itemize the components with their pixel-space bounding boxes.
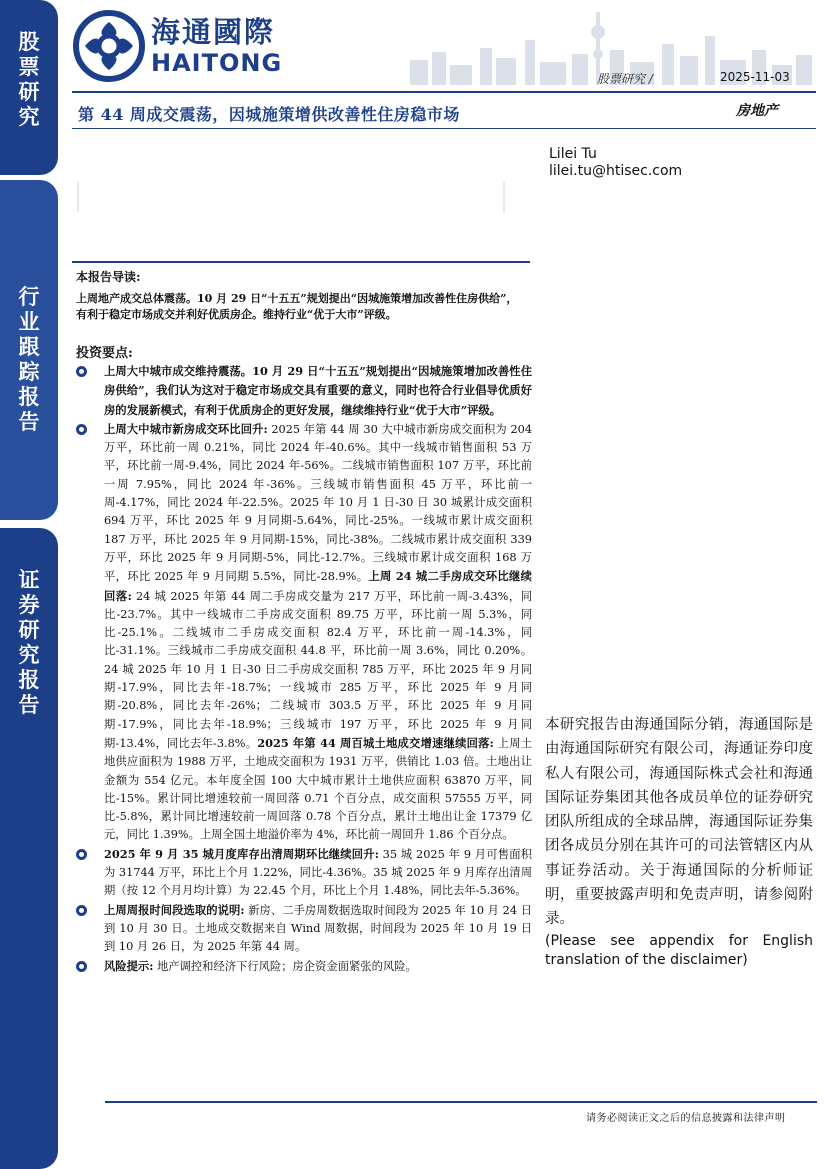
bullet-bold: 2025 年第 44 周百城土地成交增速继续回落: bbox=[257, 735, 494, 750]
brand-name-cn: 海通國際 bbox=[151, 15, 276, 49]
invest-heading: 投资要点: bbox=[76, 346, 133, 361]
lead-text: 上周地产成交总体震荡。10 月 29 日“十五五”规划提出“因城施策增加改善性住房供给”，有利于稳定市场成交并利好优质房企。维持行业“优于大市”评级。 bbox=[76, 292, 518, 321]
bullet-text: 2025 年第 44 周 30 大中城市新房成交面积为 204 万平，环比前一周 0.21%，同比 2024 年-40.6%。其中一线城市销售面积 53 万平，环比前一周-9.4%，同比 2024 年-56%。二线城市销售面积 107 万平，环比前一周 7.95%，同比 2024 年-36%。三线城市销售面积 45 万平，环比前一周-4.17%，同比 2024 年-22.5%。2025 年 10 月 1 日-30 日 30 城累计成交面积 694 万平，环比 2025 年 9 月同期-5.64%，同比-25%。一线城市累计成交面积 187 万平，环比 2025 年 9 月同期-15%，同比-38%。二线城市累计成交面积 339 万平，环比 2025 年 9 月同期-5%，同比-12.7%。三线城市累计成交面积 168 万平，环比 2025 年 9 月同期 5.5%，同比-28.9%。 bbox=[104, 422, 532, 584]
list-item bbox=[76, 901, 532, 957]
sidebar-char: 报 bbox=[18, 385, 40, 409]
bullet-text: 35 城 2025 年 9 月可售面积为 31744 万平，环比上个月 1.22%，同比-4.36%。35 城 2025 年 9 月库存出清周期（按 12 个月月均计算）为 22.45 个月，环比上个月 1.48%，同比去年-5.36%。 bbox=[104, 847, 532, 898]
sidebar-industry-tracking bbox=[0, 180, 58, 520]
header-divider bbox=[72, 91, 816, 93]
sidebar-char: 跟 bbox=[18, 335, 40, 359]
sidebar-char: 证 bbox=[18, 568, 40, 592]
bullet-icon bbox=[76, 424, 87, 435]
bullet-bold: 上周大中城市新房成交环比回升: bbox=[104, 421, 268, 436]
bullet-text: 24 城 2025 年第 44 周二手房成交量为 217 万平，环比前一周-3.43%，同比-23.7%。其中一线城市二手房成交面积 89.75 万平，环比前一周 5.3%，同比-25.1%。二线城市二手房成交面积 82.4 万平，环比前一周-14.3%，同比-31.1%。三线城市二手房成交面积 44.8 平，环比前一周 3.6%，同比 0.20%。24 城 2025 年 10 月 1 日-30 日二手房成交面积 785 万平，环比 2025 年 9 月同期-17.9%，同比去年-18.7%；一线城市 285 万平，环比 2025 年 9 月同期-20.8%，同比去年-26%；二线城市 303.5 万平，环比 2025 年 9 月同期-17.9%，同比去年-18.9%；三线城市 197 万平，环比 2025 年 9 月同期-13.4%，同比去年-3.8%。 bbox=[104, 589, 533, 750]
report-date: 2025-11-03 bbox=[720, 70, 790, 84]
title-divider bbox=[72, 128, 816, 129]
report-title: 第 44 周成交震荡，因城施策增供改善性住房稳市场 bbox=[78, 105, 460, 124]
list-item bbox=[76, 362, 532, 420]
brand-name-en: HAITONG bbox=[151, 49, 283, 77]
haitong-logo-icon bbox=[73, 10, 145, 82]
list-item bbox=[76, 420, 532, 845]
list-item bbox=[76, 845, 532, 901]
sidebar-securities-research bbox=[0, 528, 58, 1169]
brand-logo bbox=[73, 10, 282, 82]
invest-bullets bbox=[76, 362, 532, 976]
author-email[interactable]: lilei.tu@htisec.com bbox=[549, 163, 683, 179]
sidebar-char: 业 bbox=[18, 310, 40, 334]
disclaimer bbox=[545, 713, 813, 971]
bullet-icon bbox=[76, 849, 87, 860]
author-name: Lilei Tu bbox=[549, 146, 597, 162]
bullet-icon bbox=[76, 961, 87, 972]
sidebar bbox=[0, 0, 58, 1169]
sidebar-char: 研 bbox=[18, 618, 40, 642]
bullet-bold: 上周大中城市成交维持震荡。10 月 29 日“十五五”规划提出“因城施策增加改善性住房供给”，我们认为这对于稳定市场成交具有重要的意义，同时也符合行业倡导优质好房的发展新模式，有利于优质房企的更好发展，继续维持行业“优于大市”评级。 bbox=[104, 364, 532, 417]
sidebar-char: 行 bbox=[18, 285, 40, 309]
bullet-icon bbox=[76, 366, 87, 377]
bullet-text: 上周土地供应面积为 1988 万平，土地成交面积为 1931 万平，供销比 1.03 倍。土地出让金额为 554 亿元。本年度全国 100 大中城市累计土地供应面积 63870 万平，同比-15%。累计同比增速较前一周回落 0.71 个百分点，成交面积 57555 万平，同比-5.8%，累计同比增速较前一周回落 0.78 个百分点，累计土地出让金 17379 亿元，同比 1.39%。上周全国土地溢价率为 4%，环比前一周回升 1.86 个百分点。 bbox=[104, 736, 533, 842]
bullet-bold: 上周周报时间段选取的说明: bbox=[104, 902, 245, 917]
list-item bbox=[76, 957, 532, 976]
bullet-bold: 2025 年 9 月 35 城月度库存出清周期环比继续回升: bbox=[104, 846, 379, 861]
footer-notice: 请务必阅读正文之后的信息披露和法律声明 bbox=[586, 1113, 786, 1124]
sidebar-char: 告 bbox=[18, 410, 40, 434]
sidebar-char: 报 bbox=[18, 668, 40, 692]
sidebar-char: 股 bbox=[18, 30, 40, 54]
lead-heading: 本报告导读: bbox=[76, 270, 141, 284]
disclaimer-en: (Please see appendix for English translation of the disclaimer) bbox=[545, 932, 813, 969]
bullet-bold: 风险提示: bbox=[104, 958, 154, 973]
bullet-bold: 上周 24 城二手房成交环比继续回落: bbox=[104, 569, 532, 603]
sidebar-char: 研 bbox=[18, 80, 40, 104]
placeholder-box-right bbox=[503, 182, 505, 212]
lead-divider bbox=[72, 261, 530, 263]
placeholder-box-left bbox=[77, 182, 79, 212]
report-sector: 房地产 bbox=[736, 103, 778, 119]
sidebar-char: 票 bbox=[18, 55, 40, 79]
sidebar-char: 踪 bbox=[18, 360, 40, 384]
sidebar-stock-research bbox=[0, 0, 58, 175]
author-block bbox=[549, 146, 682, 180]
bullet-text: 新房、二手房周数据选取时间段为 2025 年 10 月 24 日到 10 月 30 日。土地成交数据来自 Wind 周数据，时间段为 2025 年 10 月 19 日到 10 月 26 日，为 2025 年第 44 周。 bbox=[104, 903, 533, 954]
footer-divider bbox=[105, 1101, 817, 1103]
bullet-icon bbox=[76, 905, 87, 916]
sidebar-char: 告 bbox=[18, 693, 40, 717]
sidebar-char: 究 bbox=[18, 105, 40, 129]
disclaimer-cn: 本研究报告由海通国际分销，海通国际是由海通国际研究有限公司，海通证券印度私人有限公司，海通国际株式会社和海通国际证券集团其他各成员单位的证券研究团队所组成的全球品牌，海通国际证券集团各成员分别在其许可的司法管辖区内从事证券活动。关于海通国际的分析师证明，重要披露声明和免责声明，请参阅附录。 bbox=[545, 717, 813, 928]
sidebar-char: 券 bbox=[18, 593, 40, 617]
breadcrumb: 股票研究 / bbox=[597, 72, 653, 86]
sidebar-char: 究 bbox=[18, 643, 40, 667]
bullet-text: 地产调控和经济下行风险；房企资金面紧张的风险。 bbox=[153, 959, 417, 973]
